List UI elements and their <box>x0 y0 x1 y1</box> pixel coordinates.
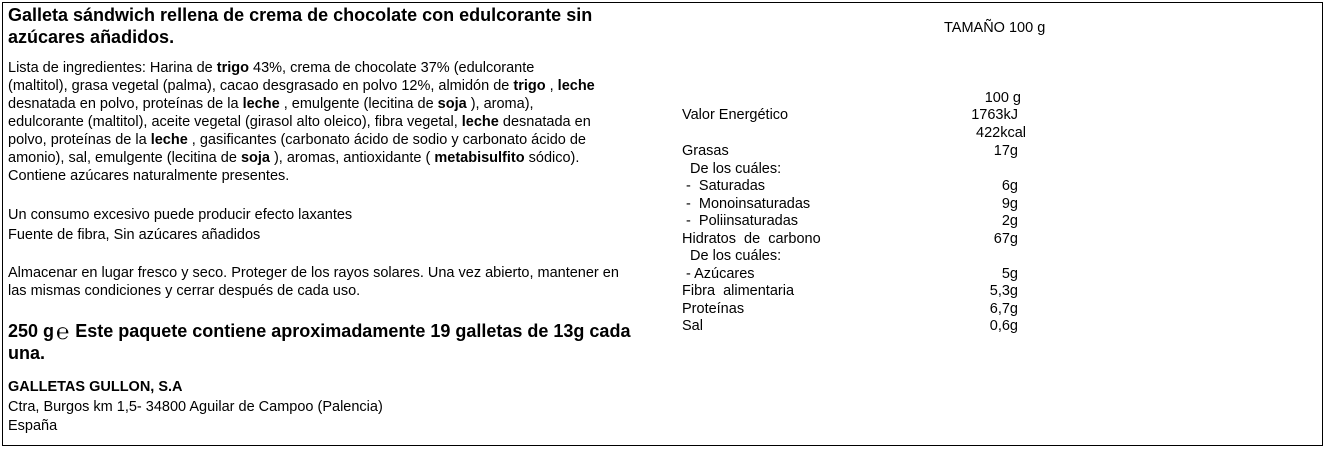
fiber-claim: Fuente de fibra, Sin azúcares añadidos <box>8 227 261 243</box>
nutrition-row-value: 17g <box>993 143 1018 159</box>
nutrition-row-label: De los cuáles: <box>682 160 782 177</box>
nutrition-row-value: 0,6g <box>989 318 1018 334</box>
allergen: metabisulfito <box>434 150 525 166</box>
ingredients-line: amonio), sal, emulgente (lecitina de soja ), aromas, antioxidante ( metabisulfito sódico). <box>8 150 580 166</box>
nutrition-row-value: 67g <box>993 230 1018 247</box>
serving-size-label: TAMAÑO 100 g <box>944 20 1046 36</box>
estimated-sign-icon: ℮ <box>56 319 70 344</box>
package-count-text: Este paquete contiene aproximadamente 19 galletas de 13g cada <box>75 321 631 341</box>
allergen: trigo <box>216 60 249 76</box>
nutrition-row-label: - Saturadas <box>682 178 766 194</box>
allergen: trigo <box>513 78 546 94</box>
ingredients-line: (maltitol), grasa vegetal (palma), cacao desgrasado en polvo 12%, almidón de trigo , leche <box>8 78 595 94</box>
nutrition-row-label: Hidratos de carbono <box>682 230 821 247</box>
nutrition-row-label: - Monoinsaturadas <box>682 195 811 212</box>
energy-kcal-value: 422kcal <box>976 125 1026 141</box>
ingredients-line: polvo, proteínas de la leche , gasificantes (carbonato ácido de sodio y carbonato ácido de <box>8 132 586 148</box>
manufacturer-country: España <box>8 418 58 434</box>
storage-line: Almacenar en lugar fresco y seco. Proteger de los rayos solares. Una vez abierto, mantener en <box>8 265 619 281</box>
allergen: soja <box>240 150 270 166</box>
ingredients-line: Contiene azúcares naturalmente presentes. <box>8 168 290 184</box>
laxative-warning: Un consumo excesivo puede producir efecto laxantes <box>8 207 353 223</box>
manufacturer-address: Ctra, Burgos km 1,5- 34800 Aguilar de Campoo (Palencia) <box>8 399 383 415</box>
manufacturer-name: GALLETAS GULLON, S.A <box>8 379 183 395</box>
nutrition-row-value: 9g <box>1001 195 1018 212</box>
product-title-line2: azúcares añadidos. <box>8 27 175 47</box>
nutrition-row-label: De los cuáles: <box>682 248 782 264</box>
nutrition-row-value: 6,7g <box>989 300 1018 317</box>
nutrition-row-value: 2g <box>1001 213 1018 229</box>
allergen: soja <box>437 96 467 112</box>
energy-kj-value: 1763kJ <box>971 107 1018 123</box>
allergen: leche <box>150 132 188 148</box>
package-info <box>8 320 630 342</box>
net-weight: 250 g <box>8 321 55 341</box>
nutrition-row-value: 5g <box>1001 265 1018 282</box>
nutrition-row-label: Sal <box>682 318 703 334</box>
allergen: leche <box>557 78 595 94</box>
nutrition-row-label: - Azúcares <box>682 265 755 282</box>
nutrition-row-label: - Poliinsaturadas <box>682 213 799 229</box>
storage-line: las mismas condiciones y cerrar después de cada uso. <box>8 283 361 299</box>
nutrition-row-label: Fibra alimentaria <box>682 283 795 299</box>
nutrition-row-value: 6g <box>1001 178 1018 194</box>
package-count-text-line2: una. <box>8 343 46 363</box>
energy-label: Valor Energético <box>682 107 789 123</box>
nutrition-row-label: Grasas <box>682 143 729 159</box>
product-title-line1: Galleta sándwich rellena de crema de chocolate con edulcorante sin <box>8 5 593 25</box>
ingredients-line: Lista de ingredientes: Harina de trigo 43%, crema de chocolate 37% (edulcorante <box>8 60 535 76</box>
ingredients-line: edulcorante (maltitol), aceite vegetal (girasol alto oleico), fibra vegetal, leche desnatada en <box>8 114 591 130</box>
ingredients-line: desnatada en polvo, proteínas de la leche , emulgente (lecitina de soja ), aroma), <box>8 96 534 112</box>
allergen: leche <box>461 114 499 130</box>
nutrition-row-value: 5,3g <box>989 283 1018 299</box>
allergen: leche <box>242 96 280 112</box>
nutrition-row-label: Proteínas <box>682 300 745 317</box>
nutrition-column-header: 100 g <box>984 90 1021 106</box>
